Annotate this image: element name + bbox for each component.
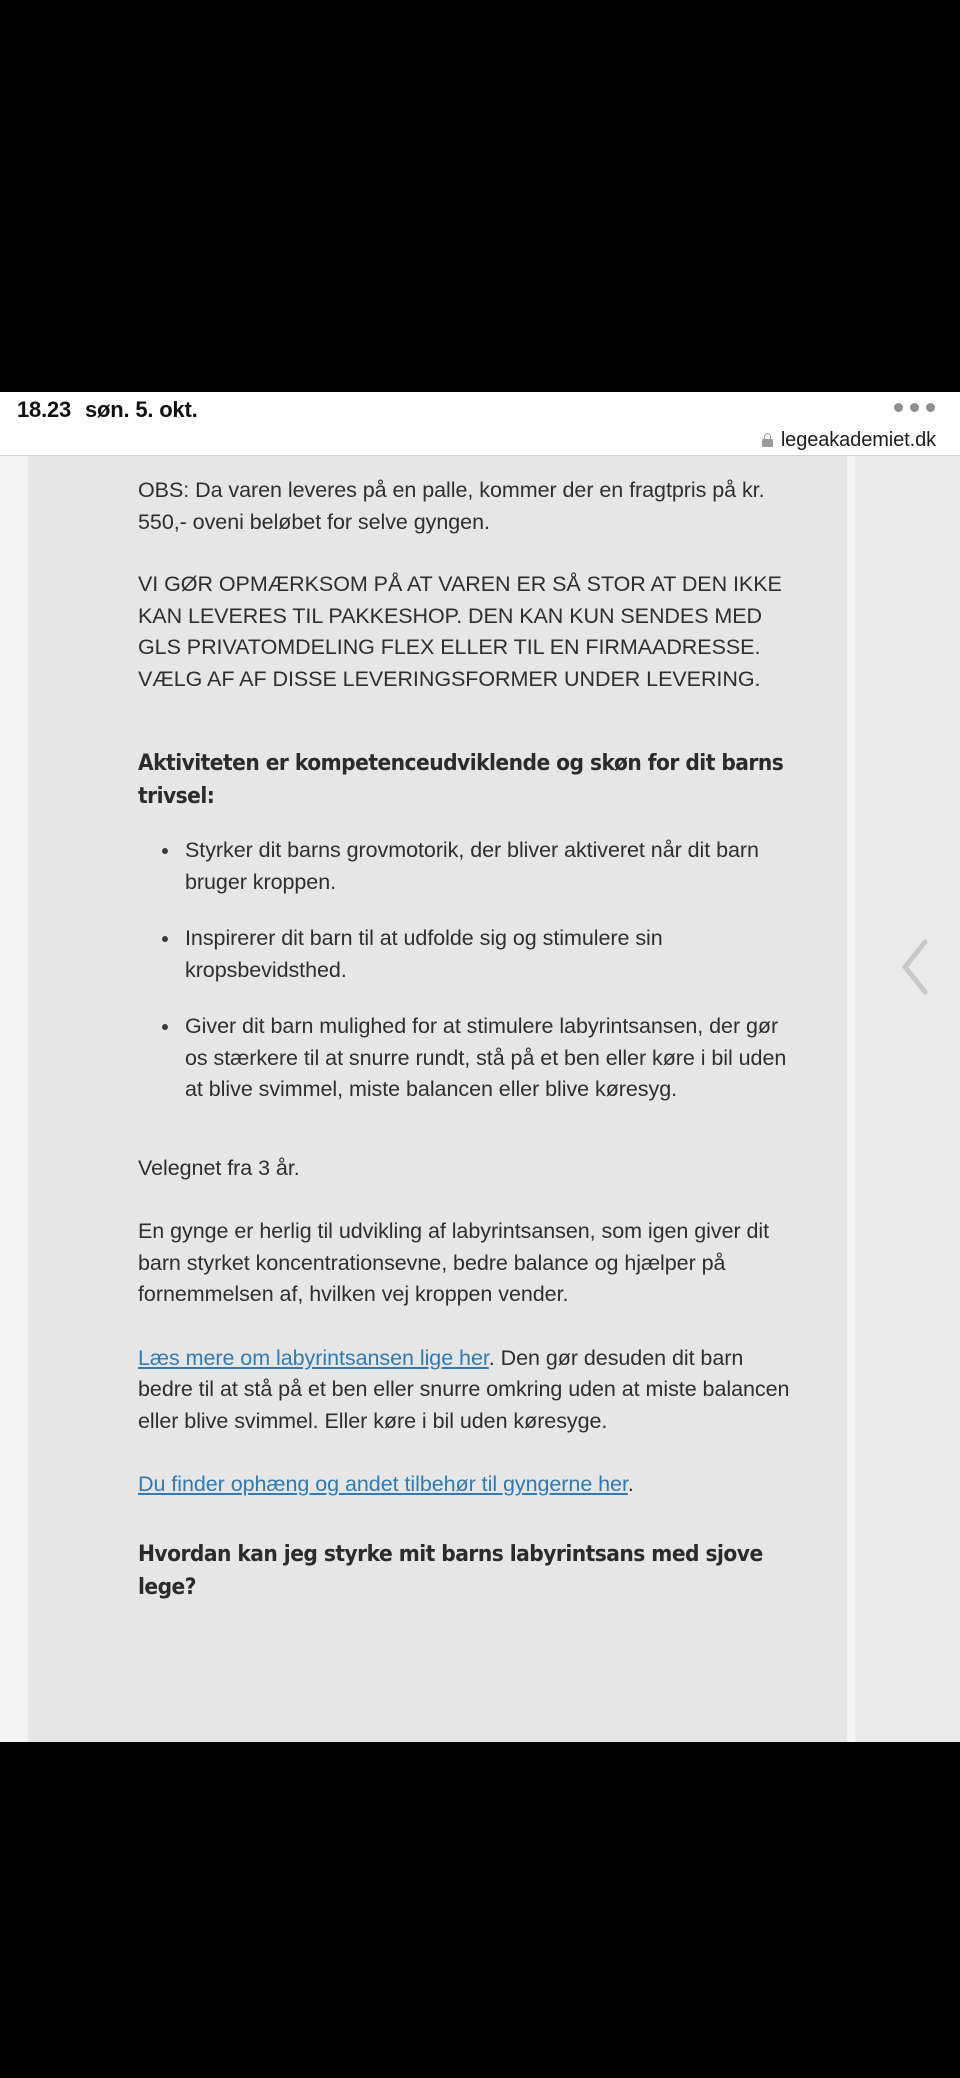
letterbox-bottom (0, 1742, 960, 2078)
games-heading: Hvordan kan jeg styrke mit barns labyrintsans med sjove lege? (138, 1540, 763, 1600)
shipping-notice-paragraph: OBS: Da varen leveres på en palle, kommer der en fragtpris på kr. 550,- oveni beløbet for selve gyngen. (138, 478, 765, 534)
three-dots-icon[interactable] (894, 403, 935, 412)
accessories-rest-text: . (627, 1472, 634, 1496)
url-text: legeakademiet.dk (780, 428, 936, 451)
dot-1 (894, 403, 903, 412)
page-gutter-right (847, 456, 960, 1742)
age-recommendation-paragraph: Velegnet fra 3 år. (138, 1155, 300, 1180)
accessories-link[interactable]: Du finder ophæng og andet tilbehør til gyngerne her (138, 1472, 628, 1496)
address-bar[interactable] (0, 424, 960, 456)
dot-2 (910, 403, 919, 412)
lock-body (762, 439, 773, 447)
article-surface (28, 456, 847, 1742)
status-bar-date: søn. 5. okt. (85, 397, 198, 422)
list-item: Inspirerer dit barn til at udfolde sig og stimulere sin kropsbevidsthed. (185, 923, 798, 986)
read-more-rest-text: . Den gør desuden dit barn bedre til at stå på et ben eller snurre omkring uden at miste balancen eller blive svimmel. Eller køre i bil uden køresyge. (138, 1345, 790, 1433)
benefit-list (138, 835, 798, 1106)
list-item: Styrker dit barns grovmotorik, der bliver aktiveret når dit barn bruger kroppen. (185, 835, 798, 898)
swing-description-paragraph: En gynge er herlig til udvikling af labyrintsansen, som igen giver dit barn styrket koncentrationsevne, bedre balance og hjælper på fornemmelsen af, hvilken vej kroppen vender. (138, 1219, 770, 1306)
read-more-link[interactable]: Læs mere om labyrintsansen lige her (138, 1345, 489, 1370)
page-viewport[interactable] (0, 456, 960, 1742)
page-gutter-left (0, 456, 28, 1742)
list-item: Giver dit barn mulighed for at stimulere labyrintsansen, der gør os stærkere til at snurre rundt, stå på et ben eller køre i bil uden at blive svimmel, miste balancen eller blive køresyg. (185, 1011, 798, 1106)
letterbox-top (0, 0, 960, 392)
status-bar (0, 392, 960, 426)
lock-icon (762, 433, 773, 447)
page-gutter-right-edge (847, 456, 855, 1742)
delivery-notice-paragraph: VI GØR OPMÆRKSOM PÅ AT VAREN ER SÅ STOR AT DEN IKKE KAN LEVERES TIL PAKKESHOP. DEN KAN KUN SENDES MED GLS PRIVATOMDELING FLEX ELLER TIL EN FIRMAADRESSE. VÆLG AF AF DISSE LEVERINGSFORMER UNDER LEVERING. (138, 572, 782, 691)
browser-chrome (0, 392, 960, 456)
article-body (138, 456, 798, 1604)
chevron-left-icon[interactable] (896, 936, 934, 998)
dot-3 (926, 403, 935, 412)
status-bar-clock: 18.23 (17, 397, 72, 422)
read-more-paragraph (138, 1343, 798, 1438)
competence-heading: Aktiviteten er kompetenceudviklende og skøn for dit barns trivsel: (138, 750, 784, 809)
accessories-paragraph (138, 1469, 798, 1501)
